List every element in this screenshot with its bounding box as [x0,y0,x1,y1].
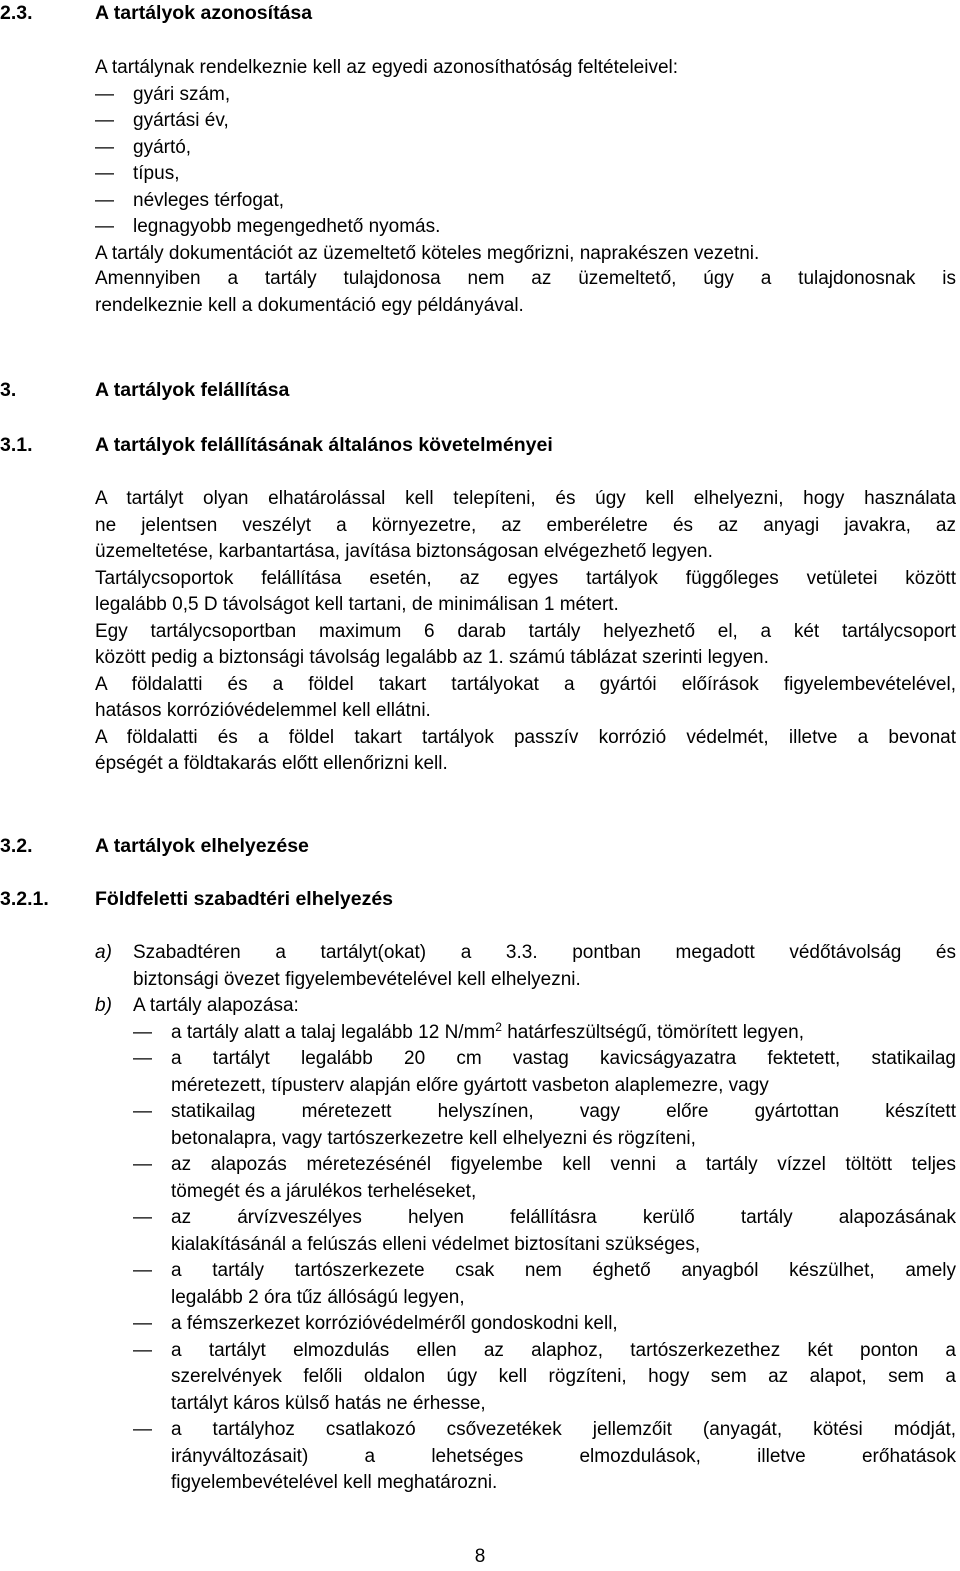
text-line: szerelvények felőli oldalon úgy kell rögzíteni, hogy sem az alapot, sem a [171,1366,956,1387]
list-item-a [95,940,956,993]
dash-marker: — [133,1260,152,1281]
dash-marker: — [133,1021,152,1043]
item-label: b) [95,995,112,1016]
text-line: ne jelentsen veszélyt a környezetre, az emberéletre és az anyagi javakra, az [95,514,956,536]
section-title: A tartályok felállításának általános követelményei [95,434,553,456]
list-item [133,1258,956,1311]
section-title: A tartályok felállítása [95,379,290,401]
section-title: Földfeletti szabadtéri elhelyezés [95,888,394,910]
text-line: Egy tartálycsoportban maximum 6 darab tartály helyezhető el, a két tartálycsoport [95,620,956,642]
text-line: statikailag méretezett helyszínen, vagy előre gyártottan készített [171,1101,956,1122]
list-item: — legnagyobb megengedhető nyomás. [95,214,960,241]
list-item: — gyári szám, [95,82,960,109]
text-line: A tartály alapozása: [133,995,299,1016]
text-line: a tartály alatt a talaj legalább 12 $N/mm^2$ határfeszültségű, tömörített legyen, [171,1019,804,1043]
list-item [133,1152,956,1205]
section-number: 2.3. [0,2,33,24]
dash-marker: — [133,1207,152,1228]
text-line: méretezett, típusterv alapján előre gyártott vasbeton alaplemezre, vagy [171,1074,769,1096]
text-line: legalább 2 óra tűz állóságú legyen, [171,1286,465,1308]
list-item [133,1020,956,1047]
text-line: az árvízveszélyes helyen felállításra kerülő tartály alapozásának [171,1207,956,1228]
list-item-b [95,993,956,1497]
list-item: — típus, [95,161,960,188]
text-line: rendelkeznie kell a dokumentáció egy példányával. [95,294,524,316]
text-line: A földalatti és a földel takart tartályokat a gyártói előírások figyelembevételével, [95,673,956,695]
list-item [133,1099,956,1152]
text-line: A földalatti és a földel takart tartályok passzív korrózió védelmét, illetve a bevonat [95,726,956,748]
text-line: a fémszerkezet korrózióvédelméről gondoskodni kell, [171,1313,618,1334]
section-title: A tartályok azonosítása [95,2,313,24]
item-label: a) [95,942,112,963]
text-line: között pedig a biztonsági távolság legalább az 1. számú táblázat szerinti legyen. [95,647,769,668]
page-number: 8 [474,1546,486,1567]
list-item: — névleges térfogat, [95,188,960,215]
section-number: 3.1. [0,434,33,456]
text-line: Tartálycsoportok felállítása esetén, az egyes tartályok függőleges vetületei között [95,567,956,589]
list-item [133,1311,956,1338]
text-line: figyelembevételével kell meghatározni. [171,1472,498,1493]
list-item [133,1338,956,1418]
dash-marker: — [133,1339,152,1361]
text-line: A tartályt olyan elhatárolással kell telepíteni, és úgy kell elhelyezni, hogy használata [95,488,956,509]
text-line: betonalapra, vagy tartószerkezetre kell elhelyezni és rögzíteni, [171,1127,696,1149]
list-item: — gyártási év, [95,108,960,135]
list-item [133,1417,956,1497]
text-line: Amennyiben a tartály tulajdonosa nem az üzemeltető, úgy a tulajdonosnak is [95,268,956,289]
identification-intro: A tartálynak rendelkeznie kell az egyedi azonosíthatóság feltételeivel: [95,57,679,78]
text-line: a tartályhoz csatlakozó csővezetékek jellemzőit (anyagát, kötési módját, [171,1419,956,1440]
documentation-sentence: A tartály dokumentációt az üzemeltető köteles megőrizni, naprakészen vezetni. [95,242,760,264]
text-line: hatásos korrózióvédelemmel kell ellátni. [95,700,431,721]
text-line: a tartályt legalább 20 cm vastag kavicságyazatra fektetett, statikailag [171,1048,956,1069]
section-title: A tartályok elhelyezése [95,835,309,857]
section-number: 3. [0,379,17,401]
list-item [133,1046,956,1099]
identification-block [95,55,960,267]
general-requirements [95,486,956,778]
text-line: kialakításánál a felúszás elleni védelmet biztosítani szükséges, [171,1233,701,1255]
text-line: legalább 0,5 D távolságot kell tartani, de minimálisan 1 métert. [95,594,619,615]
section-number: 3.2.1. [0,888,49,910]
dash-marker: — [133,1101,152,1122]
owner-paragraph [95,266,956,319]
dash-marker: — [133,1419,152,1440]
dash-marker: — [133,1048,152,1069]
text-line: üzemeltetése, karbantartása, javítása biztonságosan elvégezhető legyen. [95,541,713,562]
text-line: irányváltozásait) a lehetséges elmozdulások, illetve erőhatások [171,1445,956,1467]
text-line: az alapozás méretezésénél figyelembe kell venni a tartály vízzel töltött teljes [171,1154,956,1175]
text-line: biztonsági övezet figyelembevételével kell elhelyezni. [133,968,581,990]
text-line: a tartályt elmozdulás ellen az alaphoz, tartószerkezethez két ponton a [171,1339,956,1361]
section-number: 3.2. [0,835,33,857]
list-item: — gyártó, [95,135,960,162]
text-line: tömegét és a járulékos terheléseket, [171,1180,477,1202]
text-line: épségét a földtakarás előtt ellenőrizni kell. [95,753,448,774]
text-line: tartályt káros külső hatás ne érhesse, [171,1392,486,1414]
text-line: Szabadtéren a tartályt(okat) a 3.3. pontban megadott védőtávolság és [133,942,956,963]
dash-marker: — [133,1313,152,1334]
list-item [133,1205,956,1258]
dash-marker: — [133,1154,152,1175]
text-line: a tartály tartószerkezete csak nem éghető anyagból készülhet, amely [171,1260,956,1281]
placement-list [95,940,956,1497]
